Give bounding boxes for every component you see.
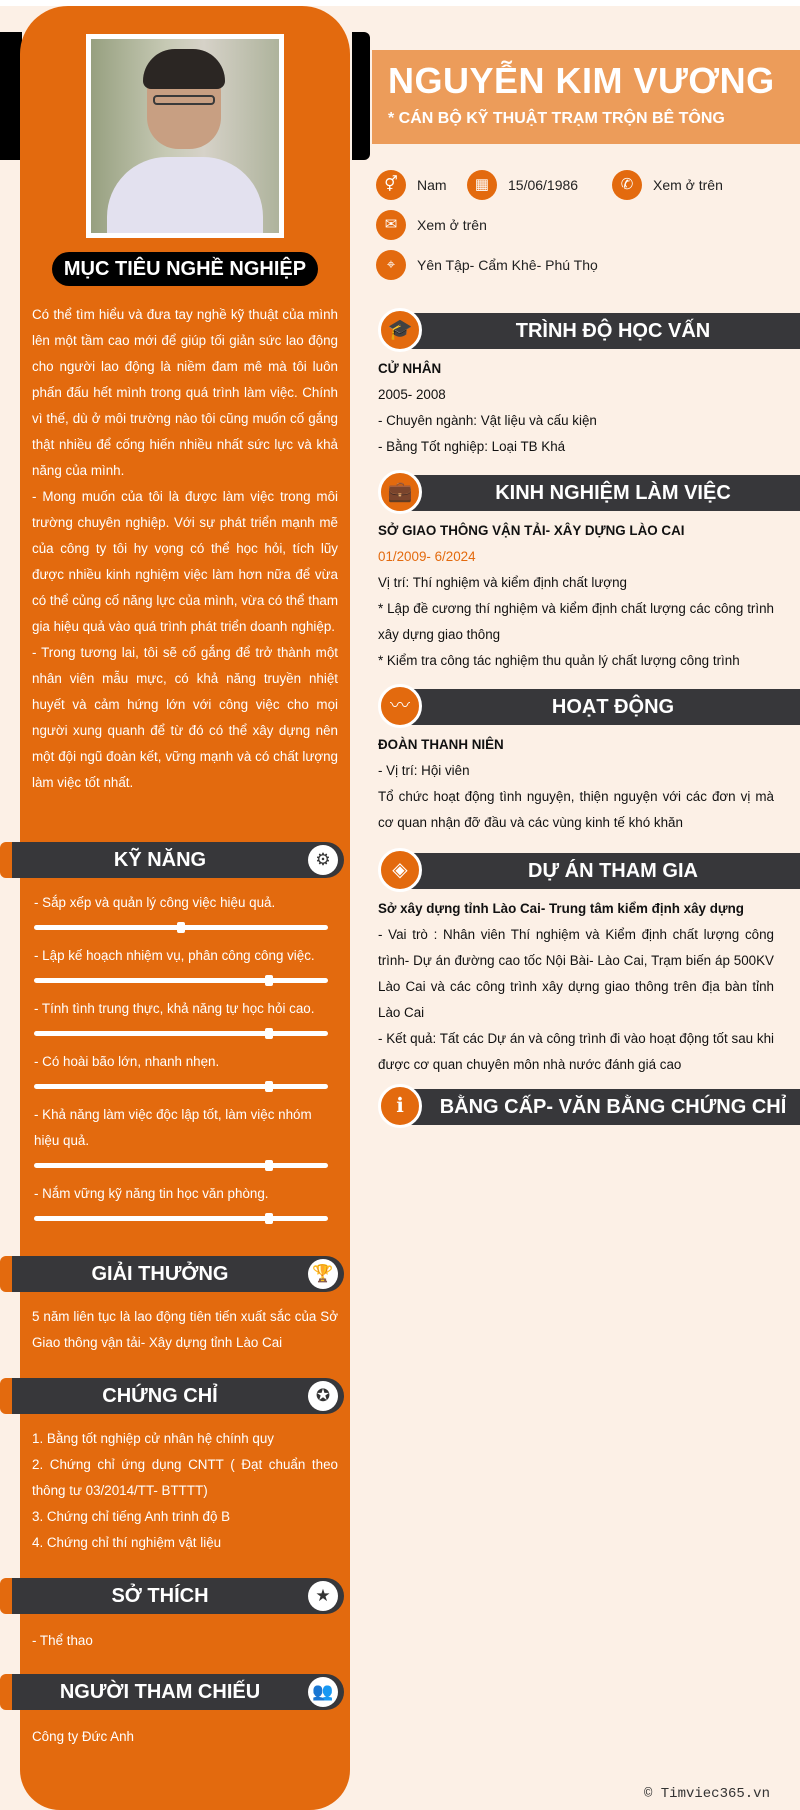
projects-title: DỰ ÁN THAM GIA [528,860,698,882]
location-icon: ⌖ [376,250,406,280]
certificate-line: 2. Chứng chỉ ứng dụng CNTT ( Đạt chuẩn theo thông tư 03/2014/TT- BTTTT) [32,1457,338,1498]
skill-label: - Nắm vững kỹ năng tin học văn phòng. [34,1186,269,1201]
education-title: TRÌNH ĐỘ HỌC VẤN [515,320,711,342]
awards-header [10,1256,344,1292]
experience-company: SỞ GIAO THÔNG VẬN TẢI- XÂY DỰNG LÀO CAI [378,523,685,538]
gender-icon: ⚥ [376,170,406,200]
skill-item [32,1181,332,1221]
education-grade: - Bằng Tốt nghiệp: Loại TB Khá [378,439,566,454]
awards-body: 5 năm liên tục là lao động tiên tiến xuất sắc của Sở Giao thông vận tải- Xây dựng tỉnh Lào Cai [32,1309,338,1350]
layers-icon: ◈ [378,848,422,892]
info-icon: ℹ [378,1084,422,1128]
objective-title: MỤC TIÊU NGHỀ NGHIỆP [52,252,318,286]
skill-bar [34,925,328,930]
skill-knob [265,975,273,986]
avatar-frame [86,34,284,238]
address-value: Yên Tập- Cẩm Khê- Phú Thọ [417,257,598,273]
objective-paragraph: Có thể tìm hiểu và đưa tay nghề kỹ thuật của mình lên một tầm cao mới để giúp tối giản sức lao động cho người lao động là niềm đam mê mà tôi luôn phấn đấu hết mình trong quá trình làm việc. Chính vì thế, dù ở môi trường nào tôi cũng muốn cố gắng thật nhiều để cống hiến nhiều nhất sức lực và khả năng của mình. [32,307,338,478]
education-major: - Chuyên ngành: Vật liệu và cấu kiện [378,413,597,428]
skill-item [32,943,332,983]
full-name: NGUYỄN KIM VƯƠNG [388,60,775,101]
skill-label: - Lập kế hoạch nhiệm vụ, phân công công việc. [34,948,315,963]
education-body [378,356,774,460]
activities-desc: Tổ chức hoạt động tình nguyện, thiện nguyện với các đơn vị mà cơ quan nhận đỡ đầu và các vùng kinh tế khó khăn [378,789,774,830]
projects-role: - Vai trò : Nhân viên Thí nghiệm và Kiểm định chất lượng công trình- Dự án đường cao tốc Nội Bài- Lào Cai, Trạm biến áp 500KV Lào Cai và các công trình xây dựng giao thông trên địa bàn tỉnh Lào Cai [378,927,774,1020]
certificate-line: 3. Chứng chỉ tiếng Anh trình độ B [32,1509,231,1524]
skills-title: KỸ NĂNG [113,849,207,871]
people-icon: 👥 [308,1677,338,1707]
activities-position: - Vị trí: Hội viên [378,763,470,778]
projects-header [378,850,800,890]
email-value: Xem ở trên [417,217,487,233]
skill-bar [34,978,328,983]
awards-text [32,1304,338,1356]
trophy-icon: 🏆 [308,1259,338,1289]
education-degree: CỬ NHÂN [378,361,442,376]
calendar-icon: ▦ [467,170,497,200]
projects-org: Sở xây dựng tỉnh Lào Cai- Trung tâm kiểm định xây dựng [378,901,744,916]
education-years: 2005- 2008 [378,387,446,402]
certificate-line: 1. Bằng tốt nghiệp cử nhân hệ chính quy [32,1431,274,1446]
references-body: Công ty Đức Anh [32,1729,135,1744]
phone-icon: ✆ [612,170,642,200]
certificates-header [10,1378,344,1414]
mail-icon: ✉ [376,210,406,240]
skill-label: - Khả năng làm việc độc lập tốt, làm việc nhóm hiệu quả. [34,1107,312,1148]
avatar [91,39,279,233]
certificates-title: CHỨNG CHỈ [102,1385,218,1407]
experience-duty: * Kiểm tra công tác nghiệm thu quản lý chất lượng công trình [378,653,740,668]
gender-value: Nam [417,177,447,193]
skill-knob [265,1028,273,1039]
skill-knob [265,1213,273,1224]
references-header [10,1674,344,1710]
certificates-list [32,1426,338,1556]
skill-knob [265,1081,273,1092]
objective-paragraph: - Mong muốn của tôi là được làm việc trong môi trường chuyên nghiệp. Với sự phát triển mạnh mẽ của công ty tôi hy vọng có thể học hỏi, tích lũy được nhiều kinh nghiệm việc làm hơn nữa để vừa có thể củng cố năng lực của mình, vừa có thể tham gia hiệu quả vào quá trình phát triển doanh nghiệp. [32,489,338,634]
experience-body [378,518,774,674]
skill-bar [34,1084,328,1089]
experience-duty: * Lập đề cương thí nghiệm và kiểm định chất lượng các công trình xây dựng giao thông [378,601,774,642]
skill-item [32,890,332,930]
activities-header [378,686,800,726]
objective-text [32,302,338,796]
diplomas-title: BẰNG CẤP- VĂN BẰNG CHỨNG CHỈ [439,1096,787,1118]
education-header [378,310,800,350]
skill-item [32,1102,332,1168]
hobbies-body: - Thể thao [32,1633,93,1648]
name-box [372,50,800,144]
activities-body [378,732,774,836]
skill-label: - Sắp xếp và quản lý công việc hiệu quả. [34,895,276,910]
experience-header [378,472,800,512]
skill-knob [177,922,185,933]
activities-org: ĐOÀN THANH NIÊN [378,737,504,752]
skill-item [32,1049,332,1089]
skill-label: - Tính tình trung thực, khả năng tự học hỏi cao. [34,1001,315,1016]
star-icon: ★ [308,1581,338,1611]
right-decor-tab [352,32,370,160]
activities-title: HOẠT ĐỘNG [551,696,675,718]
watermark: © Timviec365.vn [643,1786,770,1802]
projects-body [378,896,774,1078]
projects-result: - Kết quả: Tất các Dự án và công trình đi vào hoạt động tốt sau khi được cơ quan chuyên môn nhà nước đánh giá cao [378,1031,774,1072]
skill-bar [34,1163,328,1168]
hobbies-text [32,1628,338,1654]
skills-header [10,842,344,878]
left-decor-tab [0,32,22,160]
skill-bar [34,1216,328,1221]
medal-icon: ✪ [308,1381,338,1411]
diplomas-header [378,1086,800,1126]
skill-item [32,996,332,1036]
gear-icon: ⚙ [308,845,338,875]
sidebar [20,6,350,1810]
experience-title: KINH NGHIỆM LÀM VIỆC [495,482,731,504]
birthday-value: 15/06/1986 [508,177,579,193]
pulse-icon: 〰 [378,684,422,728]
references-text [32,1724,338,1750]
experience-position: Vị trí: Thí nghiệm và kiểm định chất lượng [378,575,627,590]
skill-label: - Có hoài bão lớn, nhanh nhẹn. [34,1054,220,1069]
awards-title: GIẢI THƯỞNG [91,1263,229,1285]
skill-bar [34,1031,328,1036]
hobbies-title: SỞ THÍCH [111,1585,209,1607]
experience-period: 01/2009- 6/2024 [378,549,476,564]
graduation-cap-icon: 🎓 [378,308,422,352]
job-title: * CÁN BỘ KỸ THUẬT TRẠM TRỘN BÊ TÔNG [388,110,725,127]
briefcase-icon: 💼 [378,470,422,514]
hobbies-header [10,1578,344,1614]
objective-paragraph: - Trong tương lai, tôi sẽ cố gắng để trở thành một nhân viên mẫu mực, có khả năng truyền nhiệt huyết và cảm hứng lớn với công việc cho mọi người xung quanh để từ đó có thể xây dựng nên một đội ngũ đoàn kết, vững mạnh và có chất lượng làm việc tốt nhất. [32,645,338,790]
phone-value: Xem ở trên [653,177,723,193]
certificate-line: 4. Chứng chỉ thí nghiệm vật liệu [32,1535,222,1550]
skill-knob [265,1160,273,1171]
references-title: NGƯỜI THAM CHIẾU [59,1681,261,1703]
